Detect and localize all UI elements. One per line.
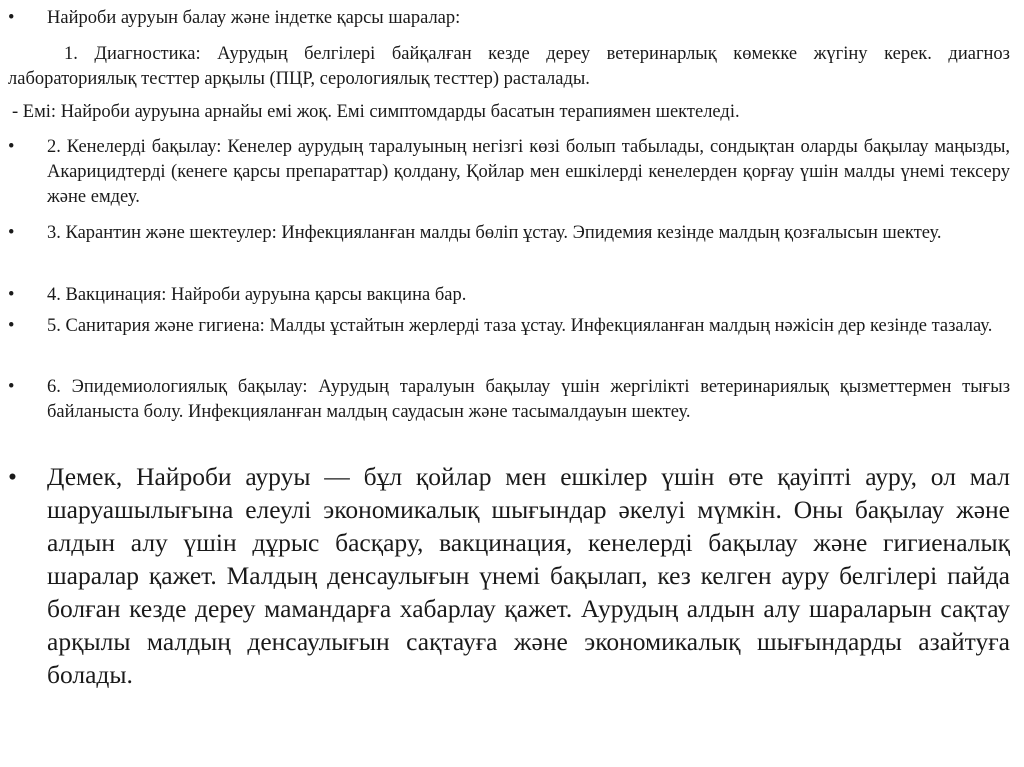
treatment-paragraph — [12, 100, 1010, 125]
list-item — [0, 135, 1010, 210]
diagnostics-paragraph — [0, 42, 1010, 92]
list-item-text: 3. Карантин және шектеулер: Инфекцияланған малды бөліп ұстау. Эпидемия кезінде малдың қозғалысын шектеу. — [47, 223, 942, 243]
list-item-text: 6. Эпидемиологиялық бақылау: Аурудың таралуын бақылау үшін жергілікті ветеринариялық қызметтермен тығыз байланыста болу. Инфекцияланған малдың саудасын және тасымалдауын шектеу. — [47, 377, 1010, 422]
bullet-icon: • — [8, 285, 15, 305]
heading-text: Найроби ауруын балау және індетке қарсы шаралар: — [47, 8, 461, 28]
diagnostics-text: 1. Диагностика: Аурудың белгілері байқалған кезде дереу ветеринарлық көмекке жүгіну керек. диагноз лабораториялық тесттер арқылы (ПЦР, серологиялық тесттер) расталады. — [8, 44, 1010, 89]
list-item — [0, 221, 1010, 246]
bullet-icon: • — [8, 223, 15, 243]
bullet-icon: • — [8, 462, 17, 491]
list-item-text: 4. Вакцинация: Найроби ауруына қарсы вакцина бар. — [47, 285, 467, 305]
list-item — [0, 314, 1010, 339]
bullet-icon: • — [8, 137, 15, 157]
bullet-icon: • — [8, 8, 15, 28]
conclusion-text: Демек, Найроби ауруы — бұл қойлар мен ешкілер үшін өте қауіпті ауру, ол мал шаруашылығына елеулі экономикалық шығындар әкелуі мүмкін. Оны бақылау және алдын алу үшін дұрыс басқару, вакцинация, кенелерді бақылау және гигиеналық шаралар қажет. Малдың денсаулығын үнемі бақылап, кез келген ауру белгілері пайда болған кезде дереу мамандарға хабарлау қажет. Аурудың алдын алу шараларын сақтау арқылы малдың денсаулығын сақтауға және экономикалық шығындарды азайтуға болады. — [47, 462, 1010, 689]
bullet-icon: • — [8, 316, 15, 336]
bullet-icon: • — [8, 377, 15, 397]
list-item — [0, 375, 1010, 425]
conclusion-item — [0, 460, 1010, 691]
list-item-text: 5. Санитария және гигиена: Малды ұстайтын жерлерді таза ұстау. Инфекцияланған малдың нәжісін дер кезінде тазалау. — [47, 316, 993, 336]
list-item — [0, 283, 1010, 308]
list-item-text: 2. Кенелерді бақылау: Кенелер аурудың таралуының негізгі көзі болып табылады, сондықтан оларды бақылау маңызды, Акарицидтерді (кенеге қарсы препараттар) қолдану, Қойлар мен ешкілерді кенелерден қорғау үшін малды үнемі тексеру және емдеу. — [47, 137, 1010, 207]
treatment-text: - Емі: Найроби ауруына арнайы емі жоқ. Емі симптомдарды басатын терапиямен шектеледі. — [12, 102, 740, 122]
heading-item — [0, 6, 1010, 31]
